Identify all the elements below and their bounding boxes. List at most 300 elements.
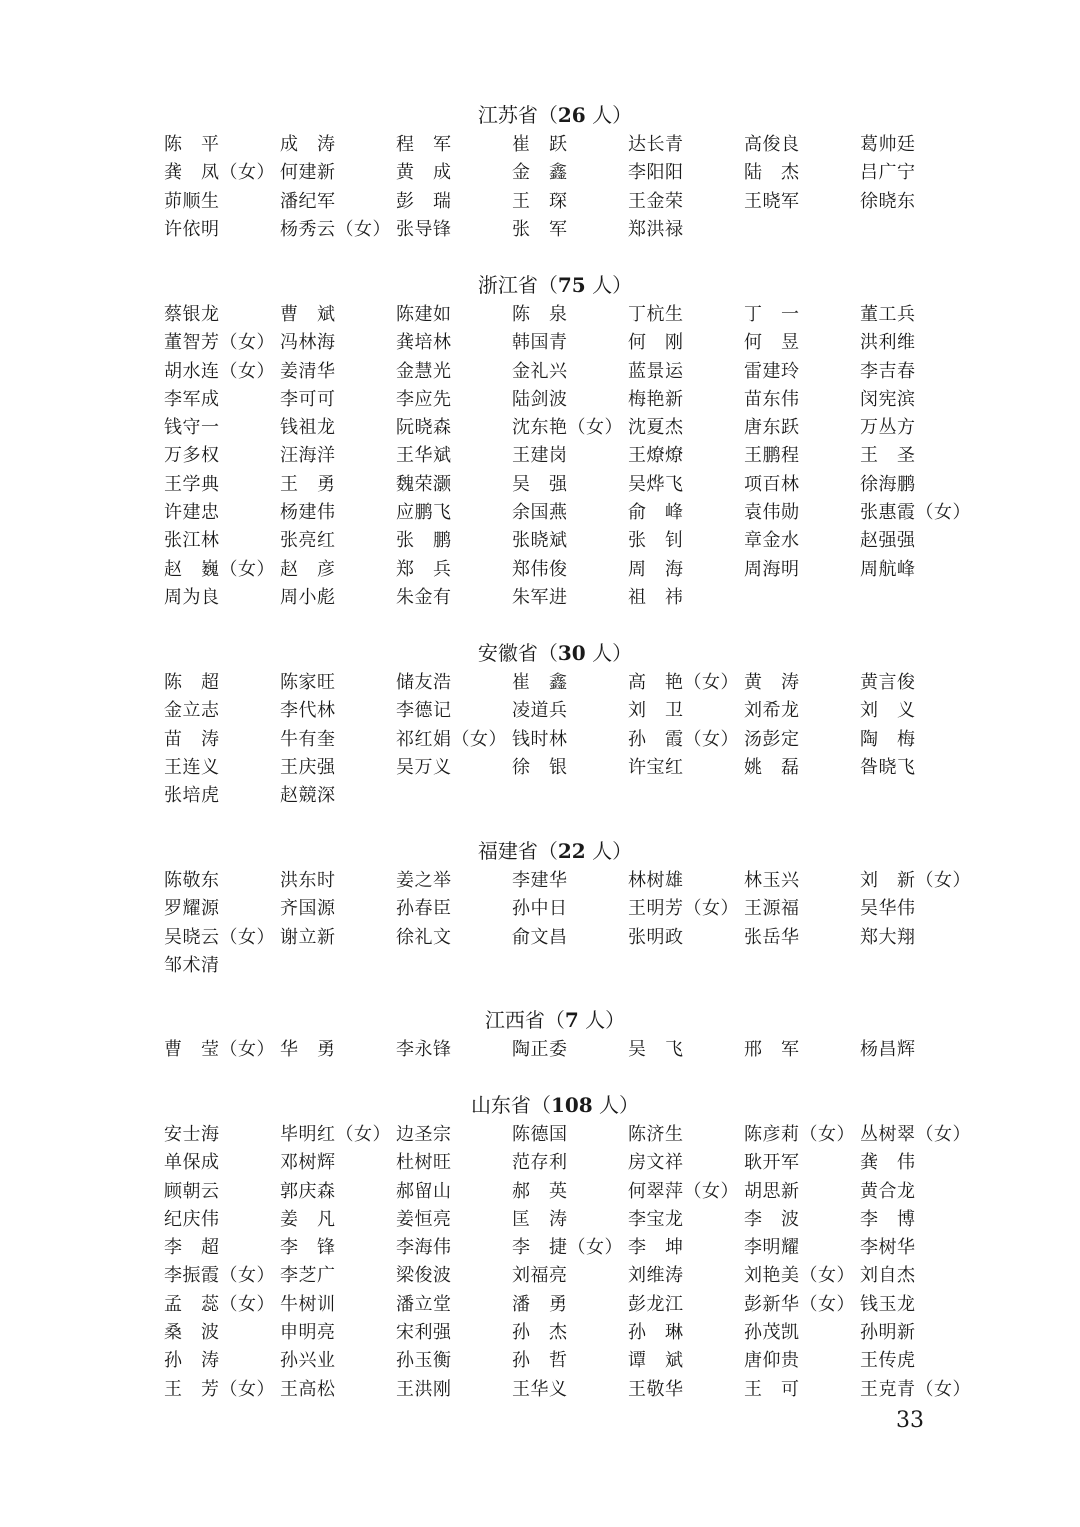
person-name: 何翠萍（女）	[628, 1180, 739, 1202]
person-name: 朱金有	[396, 586, 452, 608]
person-name: 李永锋	[396, 1039, 452, 1060]
person-name: 雷建玲	[744, 360, 800, 382]
person-name: 龚 伟	[860, 1152, 916, 1174]
name-row	[0, 1206, 1080, 1234]
name-row	[0, 216, 1080, 244]
person-name: 孙玉衡	[396, 1350, 452, 1372]
person-name: 林玉兴	[744, 870, 800, 891]
person-name: 毕明红（女）	[280, 1124, 391, 1145]
province-name: 福建省	[477, 839, 538, 863]
person-name: 项百林	[744, 473, 800, 495]
person-name: 牛有奎	[280, 728, 336, 750]
person-name: 陆剑波	[512, 388, 568, 410]
person-name: 彭新华（女）	[744, 1293, 855, 1315]
person-name: 王连义	[164, 756, 220, 778]
name-row	[0, 527, 1080, 555]
person-name: 张导锋	[396, 218, 452, 240]
person-name: 周海明	[744, 558, 800, 580]
person-name: 董智芳（女）	[164, 332, 275, 354]
name-row	[0, 471, 1080, 499]
person-name: 何 刚	[628, 332, 684, 354]
province-heading	[0, 270, 1080, 300]
name-row	[0, 1234, 1080, 1262]
person-name: 李建华	[512, 870, 568, 891]
name-row	[0, 1149, 1080, 1177]
person-name: 崔 跃	[512, 134, 568, 155]
person-name: 刘自杰	[860, 1265, 916, 1287]
person-name: 万丛方	[860, 417, 916, 439]
person-name: 阮晓森	[396, 417, 452, 439]
name-list	[0, 131, 1080, 244]
person-name: 边圣宗	[396, 1124, 452, 1145]
count-suffix: 人）	[585, 641, 633, 665]
person-name: 成 涛	[280, 134, 336, 155]
name-row	[0, 1347, 1080, 1375]
person-name: 许依明	[164, 218, 220, 240]
person-name: 陈建如	[396, 304, 452, 325]
person-name: 魏荣灏	[396, 473, 452, 495]
person-name: 程 军	[396, 134, 452, 155]
person-name: 王高松	[280, 1378, 336, 1400]
person-name: 俞 峰	[628, 502, 684, 524]
province-name: 江西省	[484, 1008, 545, 1032]
person-name: 陈 超	[164, 672, 220, 693]
person-name: 曹 莹（女）	[164, 1039, 275, 1060]
person-name: 姜之举	[396, 870, 452, 891]
person-name: 牛树训	[280, 1293, 336, 1315]
person-name: 王敬华	[628, 1378, 684, 1400]
person-name: 徐 银	[512, 756, 568, 778]
count-suffix: 人）	[585, 273, 633, 297]
name-row	[0, 1121, 1080, 1149]
person-name: 达长青	[628, 134, 684, 155]
person-name: 蓝景运	[628, 360, 684, 382]
person-name: 匡 涛	[512, 1208, 568, 1230]
person-name: 申明亮	[280, 1322, 336, 1344]
person-name: 钱祖龙	[280, 417, 336, 439]
person-name: 龚培林	[396, 332, 452, 354]
person-name: 应鹏飞	[396, 502, 452, 524]
person-name: 赵競深	[280, 785, 336, 807]
person-name: 王金荣	[628, 190, 684, 212]
person-name: 徐海鹏	[860, 473, 916, 495]
person-name: 杜树旺	[396, 1152, 452, 1174]
name-row	[0, 1291, 1080, 1319]
person-name: 邹术清	[164, 954, 220, 976]
person-name: 陈彦莉（女）	[744, 1124, 855, 1145]
person-name: 王 可	[744, 1378, 800, 1400]
person-name: 刘艳美（女）	[744, 1265, 855, 1287]
person-name: 梁俊波	[396, 1265, 452, 1287]
person-name: 吕广宁	[860, 162, 916, 184]
person-name: 王明芳（女）	[628, 898, 739, 920]
name-row	[0, 1262, 1080, 1290]
person-name: 洪利维	[860, 332, 916, 354]
person-name: 刘维涛	[628, 1265, 684, 1287]
person-name: 唐仰贵	[744, 1350, 800, 1372]
person-name: 沈夏杰	[628, 417, 684, 439]
person-name: 孟 蕊（女）	[164, 1293, 275, 1315]
person-name: 陈济生	[628, 1124, 684, 1145]
person-name: 董工兵	[860, 304, 916, 325]
person-name: 李芝广	[280, 1265, 336, 1287]
province-count: 26	[557, 103, 586, 127]
count-suffix: 人）	[578, 1008, 626, 1032]
person-name: 王晓军	[744, 190, 800, 212]
name-row	[0, 414, 1080, 442]
person-name: 吴 强	[512, 473, 568, 495]
person-name: 何建新	[280, 162, 336, 184]
page-number: 33	[896, 1408, 924, 1433]
person-name: 彭 瑞	[396, 190, 452, 212]
person-name: 孙兴业	[280, 1350, 336, 1372]
person-name: 王鹏程	[744, 445, 800, 467]
province-heading	[0, 1005, 1080, 1035]
province-count: 75	[557, 273, 586, 297]
province-count: 7	[564, 1008, 579, 1032]
name-row	[0, 188, 1080, 216]
name-list	[0, 1036, 1080, 1064]
count-open-paren: （	[544, 1008, 565, 1032]
person-name: 吴万义	[396, 756, 452, 778]
person-name: 李代林	[280, 700, 336, 722]
person-name: 周小彪	[280, 586, 336, 608]
person-name: 刘 新（女）	[860, 870, 971, 891]
province-heading	[0, 638, 1080, 668]
person-name: 潘 勇	[512, 1293, 568, 1315]
person-name: 陶正委	[512, 1039, 568, 1060]
person-name: 蔡银龙	[164, 304, 220, 325]
person-name: 顾朝云	[164, 1180, 220, 1202]
person-name: 黄 涛	[744, 672, 800, 693]
person-name: 李阳阳	[628, 162, 684, 184]
person-name: 王 勇	[280, 473, 336, 495]
person-name: 梅艳新	[628, 388, 684, 410]
person-name: 祖 祎	[628, 586, 684, 608]
person-name: 杨昌辉	[860, 1039, 916, 1060]
person-name: 胡水连（女）	[164, 360, 275, 382]
person-name: 黄言俊	[860, 672, 916, 693]
person-name: 赵 巍（女）	[164, 558, 275, 580]
person-name: 陈 平	[164, 134, 220, 155]
person-name: 冯林海	[280, 332, 336, 354]
person-name: 王传虎	[860, 1350, 916, 1372]
person-name: 吴 飞	[628, 1039, 684, 1060]
person-name: 吴烨飞	[628, 473, 684, 495]
person-name: 王 琛	[512, 190, 568, 212]
count-open-paren: （	[537, 641, 558, 665]
person-name: 郝 英	[512, 1180, 568, 1202]
person-name: 俞文昌	[512, 926, 568, 948]
person-name: 高俊良	[744, 134, 800, 155]
person-name: 孙茂凯	[744, 1322, 800, 1344]
person-name: 李德记	[396, 700, 452, 722]
person-name: 王 圣	[860, 445, 916, 467]
person-name: 桑 波	[164, 1322, 220, 1344]
person-name: 苗 涛	[164, 728, 220, 750]
person-name: 汤彭定	[744, 728, 800, 750]
person-name: 周 海	[628, 558, 684, 580]
person-name: 张江林	[164, 530, 220, 552]
person-name: 王庆强	[280, 756, 336, 778]
person-name: 祁红娟（女）	[396, 728, 507, 750]
person-name: 闵宪滨	[860, 388, 916, 410]
person-name: 胡思新	[744, 1180, 800, 1202]
person-name: 谭 斌	[628, 1350, 684, 1372]
person-name: 曹 斌	[280, 304, 336, 325]
person-name: 周为良	[164, 586, 220, 608]
person-name: 张岳华	[744, 926, 800, 948]
name-row	[0, 924, 1080, 952]
name-row	[0, 952, 1080, 980]
person-name: 朱军进	[512, 586, 568, 608]
province-count: 30	[557, 641, 586, 665]
person-name: 孙 琳	[628, 1322, 684, 1344]
province-name: 浙江省	[477, 273, 538, 297]
person-name: 王建岗	[512, 445, 568, 467]
person-name: 崔 鑫	[512, 672, 568, 693]
person-name: 单保成	[164, 1152, 220, 1174]
name-row	[0, 386, 1080, 414]
name-row	[0, 584, 1080, 612]
name-row	[0, 782, 1080, 810]
name-row	[0, 1036, 1080, 1064]
name-row	[0, 754, 1080, 782]
person-name: 王 芳（女）	[164, 1378, 275, 1400]
person-name: 金慧光	[396, 360, 452, 382]
person-name: 郑 兵	[396, 558, 452, 580]
name-row	[0, 867, 1080, 895]
person-name: 郑大翔	[860, 926, 916, 948]
name-list	[0, 867, 1080, 980]
person-name: 刘希龙	[744, 700, 800, 722]
count-open-paren: （	[537, 839, 558, 863]
person-name: 孙 杰	[512, 1322, 568, 1344]
count-suffix: 人）	[592, 1093, 640, 1117]
name-list	[0, 1121, 1080, 1404]
count-open-paren: （	[537, 273, 558, 297]
person-name: 王燎燎	[628, 445, 684, 467]
person-name: 李军成	[164, 388, 220, 410]
person-name: 李明耀	[744, 1237, 800, 1259]
person-name: 刘 义	[860, 700, 916, 722]
person-name: 耿开军	[744, 1152, 800, 1174]
person-name: 金礼兴	[512, 360, 568, 382]
person-name: 罗耀源	[164, 898, 220, 920]
person-name: 高 艳（女）	[628, 672, 739, 693]
person-name: 邢 军	[744, 1039, 800, 1060]
name-row	[0, 726, 1080, 754]
name-row	[0, 697, 1080, 725]
person-name: 孙中日	[512, 898, 568, 920]
person-name: 吴华伟	[860, 898, 916, 920]
person-name: 潘立堂	[396, 1293, 452, 1315]
person-name: 龚 凤（女）	[164, 162, 275, 184]
name-row	[0, 1178, 1080, 1206]
person-name: 郑伟俊	[512, 558, 568, 580]
person-name: 洪东时	[280, 870, 336, 891]
person-name: 王洪刚	[396, 1378, 452, 1400]
person-name: 张晓斌	[512, 530, 568, 552]
person-name: 姜恒亮	[396, 1208, 452, 1230]
person-name: 王学典	[164, 473, 220, 495]
person-name: 李 超	[164, 1237, 220, 1259]
person-name: 齐国源	[280, 898, 336, 920]
province-name: 江苏省	[477, 103, 538, 127]
person-name: 李 捷（女）	[512, 1237, 623, 1259]
person-name: 张 军	[512, 218, 568, 240]
person-name: 丁 一	[744, 304, 800, 325]
person-name: 黄 成	[396, 162, 452, 184]
province-count: 22	[557, 839, 586, 863]
province-heading	[0, 1090, 1080, 1120]
person-name: 纪庆伟	[164, 1208, 220, 1230]
person-name: 孙春臣	[396, 898, 452, 920]
name-row	[0, 895, 1080, 923]
person-name: 张培虎	[164, 785, 220, 807]
province-heading	[0, 836, 1080, 866]
name-row	[0, 669, 1080, 697]
person-name: 徐晓东	[860, 190, 916, 212]
person-name: 陈敬东	[164, 870, 220, 891]
person-name: 安士海	[164, 1124, 220, 1145]
province-name: 安徽省	[477, 641, 538, 665]
person-name: 陶 梅	[860, 728, 916, 750]
person-name: 万多权	[164, 445, 220, 467]
person-name: 韩国青	[512, 332, 568, 354]
person-name: 李 坤	[628, 1237, 684, 1259]
person-name: 刘福亮	[512, 1265, 568, 1287]
person-name: 陈德国	[512, 1124, 568, 1145]
person-name: 邓树辉	[280, 1152, 336, 1174]
person-name: 郭庆森	[280, 1180, 336, 1202]
person-name: 钱守一	[164, 417, 220, 439]
person-name: 孙 哲	[512, 1350, 568, 1372]
province-heading	[0, 100, 1080, 130]
name-row	[0, 301, 1080, 329]
person-name: 华 勇	[280, 1039, 336, 1060]
person-name: 房文祥	[628, 1152, 684, 1174]
person-name: 李振霞（女）	[164, 1265, 275, 1287]
person-name: 唐东跃	[744, 417, 800, 439]
province-name: 山东省	[470, 1093, 531, 1117]
person-name: 李吉春	[860, 360, 916, 382]
person-name: 郑洪禄	[628, 218, 684, 240]
person-name: 凌道兵	[512, 700, 568, 722]
person-name: 余国燕	[512, 502, 568, 524]
person-name: 赵强强	[860, 530, 916, 552]
person-name: 丁杭生	[628, 304, 684, 325]
person-name: 谢立新	[280, 926, 336, 948]
person-name: 姜清华	[280, 360, 336, 382]
person-name: 许建忠	[164, 502, 220, 524]
person-name: 孙 霞（女）	[628, 728, 739, 750]
person-name: 何 昱	[744, 332, 800, 354]
person-name: 储友浩	[396, 672, 452, 693]
person-name: 彭龙江	[628, 1293, 684, 1315]
person-name: 张明政	[628, 926, 684, 948]
person-name: 潘纪军	[280, 190, 336, 212]
count-suffix: 人）	[585, 103, 633, 127]
person-name: 张 钊	[628, 530, 684, 552]
person-name: 杨建伟	[280, 502, 336, 524]
person-name: 李树华	[860, 1237, 916, 1259]
person-name: 昝晓飞	[860, 756, 916, 778]
person-name: 张惠霞（女）	[860, 502, 971, 524]
person-name: 钱时林	[512, 728, 568, 750]
person-name: 姚 磊	[744, 756, 800, 778]
person-name: 刘 卫	[628, 700, 684, 722]
name-row	[0, 358, 1080, 386]
person-name: 李海伟	[396, 1237, 452, 1259]
person-name: 李 波	[744, 1208, 800, 1230]
name-row	[0, 329, 1080, 357]
person-name: 李 博	[860, 1208, 916, 1230]
person-name: 吴晓云（女）	[164, 926, 275, 948]
person-name: 茆顺生	[164, 190, 220, 212]
person-name: 李宝龙	[628, 1208, 684, 1230]
name-row	[0, 556, 1080, 584]
person-name: 林树雄	[628, 870, 684, 891]
person-name: 张亮红	[280, 530, 336, 552]
name-row	[0, 131, 1080, 159]
person-name: 杨秀云（女）	[280, 218, 391, 240]
person-name: 葛帅廷	[860, 134, 916, 155]
person-name: 章金水	[744, 530, 800, 552]
person-name: 袁伟勋	[744, 502, 800, 524]
person-name: 孙 涛	[164, 1350, 220, 1372]
person-name: 金立志	[164, 700, 220, 722]
person-name: 苗东伟	[744, 388, 800, 410]
person-name: 姜 凡	[280, 1208, 336, 1230]
person-name: 李可可	[280, 388, 336, 410]
person-name: 王华义	[512, 1378, 568, 1400]
name-row	[0, 1376, 1080, 1404]
person-name: 郝留山	[396, 1180, 452, 1202]
person-name: 王华斌	[396, 445, 452, 467]
name-row	[0, 499, 1080, 527]
person-name: 宋利强	[396, 1322, 452, 1344]
person-name: 金 鑫	[512, 162, 568, 184]
person-name: 孙明新	[860, 1322, 916, 1344]
name-list	[0, 669, 1080, 810]
name-row	[0, 442, 1080, 470]
person-name: 赵 彦	[280, 558, 336, 580]
person-name: 许宝红	[628, 756, 684, 778]
person-name: 周航峰	[860, 558, 916, 580]
person-name: 陆 杰	[744, 162, 800, 184]
person-name: 王克青（女）	[860, 1378, 971, 1400]
person-name: 陈家旺	[280, 672, 336, 693]
person-name: 徐礼文	[396, 926, 452, 948]
person-name: 范存利	[512, 1152, 568, 1174]
person-name: 李 锋	[280, 1237, 336, 1259]
count-suffix: 人）	[585, 839, 633, 863]
person-name: 张 鹏	[396, 530, 452, 552]
name-row	[0, 1319, 1080, 1347]
person-name: 沈东艳（女）	[512, 417, 623, 439]
person-name: 汪海洋	[280, 445, 336, 467]
name-row	[0, 159, 1080, 187]
count-open-paren: （	[530, 1093, 551, 1117]
province-count: 108	[550, 1093, 593, 1117]
name-list	[0, 301, 1080, 612]
person-name: 钱玉龙	[860, 1293, 916, 1315]
person-name: 李应先	[396, 388, 452, 410]
count-open-paren: （	[537, 103, 558, 127]
person-name: 王源福	[744, 898, 800, 920]
person-name: 黄合龙	[860, 1180, 916, 1202]
